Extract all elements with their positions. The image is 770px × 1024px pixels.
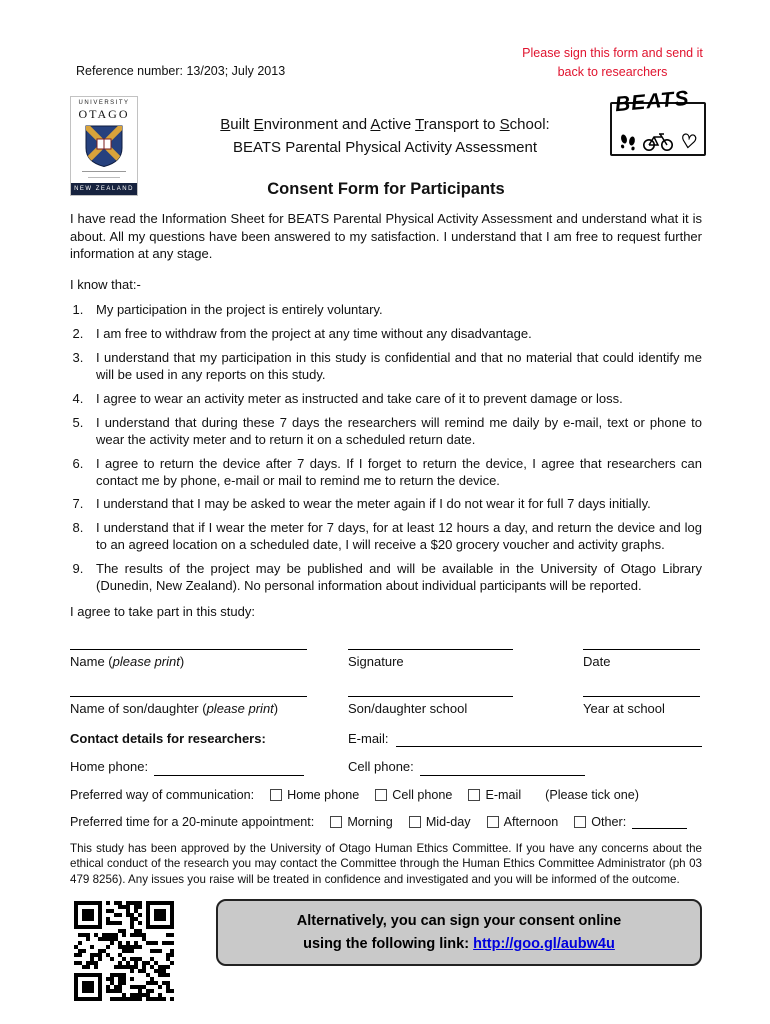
beats-logo [610,86,706,156]
participant-name-label: Name (please print) [70,654,185,670]
footprints-icon [619,132,637,152]
option-midday-label: Mid-day [425,814,471,829]
otago-name-label: OTAGO [78,107,130,121]
online-consent-box [216,899,702,966]
title-text: chool: [509,116,550,133]
form-body [70,178,702,1001]
consent-heading: Consent Form for Participants [267,180,505,198]
checkbox-cell-phone[interactable] [375,789,387,801]
home-phone-label: Home phone: [70,759,149,775]
title-letter: A [370,116,381,133]
checkbox-midday[interactable] [409,816,421,828]
year-at-school-label: Year at school [583,701,665,717]
communication-preference-row [70,787,702,804]
checkbox-email[interactable] [468,789,480,801]
option-cell-phone-label: Cell phone [392,787,453,802]
contact-row-1 [70,730,702,748]
signature-label: Signature [348,654,404,670]
consent-item-text: I agree to return the device after 7 days. If I forget to return the device, I agree that researchers can contact me by phone, e-mail or mail to remind me to return the device. [96,455,702,488]
child-name-line[interactable] [70,683,307,697]
intro-paragraph: I have read the Information Sheet for BEATS Parental Physical Activity Assessment and understand what it is about. All my questions have been answered to my satisfaction. I understand that I am free to request further information at any stage. [70,211,702,262]
consent-item-text: I agree to wear an activity meter as instructed and take care of it to prevent damage or loss. [96,391,623,407]
otago-nz-label: NEW ZEALAND [71,183,137,195]
sign-return-note-line1: Please sign this form and send it [522,46,703,60]
consent-item-2 [87,326,702,343]
bottom-section [70,899,702,1001]
signature-line[interactable] [348,636,513,650]
email-input-line[interactable] [396,734,702,747]
communication-preference-label: Preferred way of communication: [70,787,255,802]
appointment-time-row [70,814,702,831]
form-title-line1 [160,114,610,137]
option-home-phone-label: Home phone [287,787,360,802]
tick-one-note: (Please tick one) [545,787,639,802]
child-name-label: Name of son/daughter (please print) [70,701,279,717]
consent-item-text: The results of the project may be published and will be available in the University of Otago Library (Dunedin, New Zealand). No personal information about individual participants will be reported. [96,561,702,594]
title-text: ransport to [423,116,500,133]
sign-return-note-line2: back to researchers [557,65,668,80]
appointment-time-label: Preferred time for a 20-minute appointment: [70,814,315,829]
reference-number: Reference number: 13/203; July 2013 [76,64,286,78]
year-at-school-line[interactable] [583,683,700,697]
qr-code [74,901,174,1001]
cell-phone-input-line[interactable] [420,763,585,776]
sign-return-note [505,44,720,83]
form-title-line2: BEATS Parental Physical Activity Assessment [232,138,537,156]
title-letter: B [220,116,231,133]
consent-item-5 [87,415,702,449]
consent-item-text: I understand that during these 7 days the researchers will remind me daily by e-mail, text or phone to wear the activity meter and to return it on a scheduled return date. [96,414,702,447]
consent-item-text: I understand that my participation in this study is confidential and that no material that could identify me will be used in any reports on this study. [96,350,702,383]
title-text: nvironment and [263,116,371,133]
agree-statement: I agree to take part in this study: [70,603,255,619]
cell-phone-label: Cell phone: [348,759,414,775]
online-consent-line1: Alternatively, you can sign your consent online [296,913,622,930]
checkbox-other[interactable] [574,816,586,828]
title-text: ctive [380,116,416,133]
signature-row-child [70,683,702,718]
consent-item-8 [87,520,702,554]
consent-item-1 [87,302,702,319]
consent-item-4 [87,391,702,408]
signature-row-participant [70,636,702,671]
checkbox-morning[interactable] [330,816,342,828]
otago-shield-icon [84,124,124,168]
consent-item-text: My participation in the project is entirely voluntary. [96,302,383,318]
crest-motto-line [82,171,127,175]
checkbox-afternoon[interactable] [487,816,499,828]
child-school-label: Son/daughter school [348,701,468,717]
heart-icon: ♡ [678,130,699,155]
title-letter: T [415,116,424,133]
consent-item-7 [87,496,702,513]
consent-item-3 [87,350,702,384]
participant-name-line[interactable] [70,636,307,650]
consent-item-text: I am free to withdraw from the project at any time without any disadvantage. [96,326,532,342]
date-label: Date [583,654,611,670]
consent-item-text: I understand that I may be asked to wear the meter again if I do not wear it for full 7 days initially. [96,496,651,512]
date-line[interactable] [583,636,700,650]
contact-details-label: Contact details for researchers: [70,730,266,746]
online-consent-line2: using the following link: http://goo.gl/aubw4u [303,935,615,952]
ethics-paragraph: This study has been approved by the University of Otago Human Ethics Committee. If you have any concerns about the ethical conduct of the research you may contact the Committee through the Human Ethics Committee Administrator (ph 03 479 8256). Any issues you raise will be treated in confidence and investigated and you will be informed of the outcome. [70,841,702,886]
consent-item-text: I understand that if I wear the meter for 7 days, for at least 12 hours a day, and return the device and log to an agreed location on a scheduled date, I will receive a $20 grocery voucher and activity graphs. [96,520,702,553]
email-label: E-mail: [348,730,389,746]
home-phone-input-line[interactable] [154,763,304,776]
bicycle-icon [642,131,674,152]
form-title [160,114,610,159]
child-school-line[interactable] [348,683,513,697]
beats-logo-text: BEATS [614,86,691,117]
option-other-label: Other: [591,814,627,829]
title-letter: E [253,116,264,133]
know-that-label: I know that:- [70,276,141,292]
consent-item-6 [87,456,702,490]
consent-online-link[interactable]: http://goo.gl/aubw4u [473,935,615,952]
option-afternoon-label: Afternoon [503,814,559,829]
option-email-label: E-mail [485,787,522,802]
option-morning-label: Morning [347,814,393,829]
otago-university-label: UNIVERSITY [78,100,130,106]
title-letter: S [499,116,510,133]
consent-item-9 [87,561,702,595]
contact-row-2 [70,758,702,776]
checkbox-home-phone[interactable] [270,789,282,801]
title-text: uilt [230,116,254,133]
other-input-line[interactable] [632,816,687,829]
consent-items-list [70,302,702,594]
